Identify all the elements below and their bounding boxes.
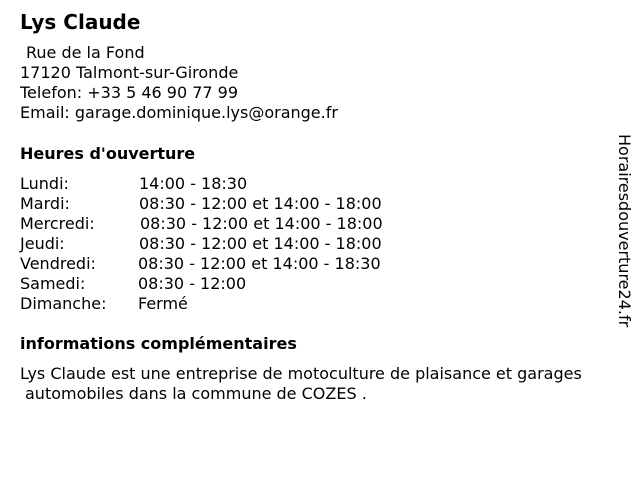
time-value: 08:30 - 12:00 xyxy=(138,274,247,293)
hours-row-jeudi xyxy=(20,234,440,254)
time-value: 14:00 - 18:30 xyxy=(139,174,248,193)
description-line: automobiles dans la commune de COZES . xyxy=(25,384,367,403)
time-value: 08:30 - 12:00 et 14:00 - 18:00 xyxy=(139,234,382,253)
opening-hours-heading: Heures d'ouverture xyxy=(20,144,196,163)
hours-row-mercredi xyxy=(20,214,440,234)
business-name: Lys Claude xyxy=(20,10,141,34)
phone-line: Telefon: +33 5 46 90 77 99 xyxy=(20,83,239,102)
hours-row-lundi xyxy=(20,174,440,194)
day-label: Mardi: xyxy=(20,194,70,213)
day-label: Jeudi: xyxy=(20,234,65,253)
hours-row-dimanche xyxy=(20,294,440,314)
time-value: 08:30 - 12:00 et 14:00 - 18:00 xyxy=(139,194,382,213)
email-line: Email: garage.dominique.lys@orange.fr xyxy=(20,103,338,122)
time-value: 08:30 - 12:00 et 14:00 - 18:30 xyxy=(138,254,381,273)
site-watermark-text: Horairesdouverture24.fr xyxy=(615,134,634,328)
hours-row-vendredi xyxy=(20,254,440,274)
address-block xyxy=(20,43,338,123)
site-watermark xyxy=(613,134,635,344)
day-label: Dimanche: xyxy=(20,294,107,313)
street-address: Rue de la Fond xyxy=(26,43,145,62)
additional-info-heading: informations complémentaires xyxy=(20,334,297,353)
hours-row-mardi xyxy=(20,194,440,214)
day-label: Vendredi: xyxy=(20,254,96,273)
description-line: Lys Claude est une entreprise de motoculture de plaisance et garages xyxy=(20,364,582,383)
time-value: 08:30 - 12:00 et 14:00 - 18:00 xyxy=(140,214,383,233)
hours-row-samedi xyxy=(20,274,440,294)
opening-hours-list xyxy=(20,174,440,314)
day-label: Samedi: xyxy=(20,274,86,293)
day-label: Mercredi: xyxy=(20,214,95,233)
time-value: Fermé xyxy=(138,294,188,313)
business-description xyxy=(20,364,635,404)
city-line: 17120 Talmont-sur-Gironde xyxy=(20,63,239,82)
day-label: Lundi: xyxy=(20,174,69,193)
